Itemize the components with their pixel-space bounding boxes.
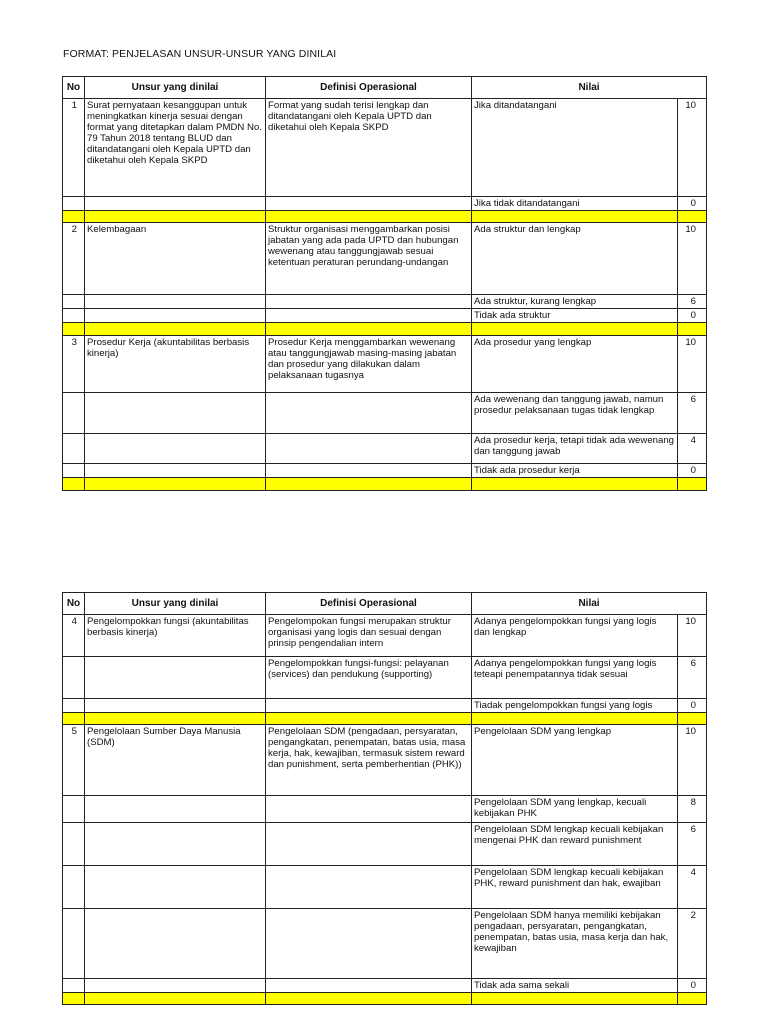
cell-kriteria: Tidak ada prosedur kerja: [472, 464, 678, 478]
cell-skor: 6: [678, 823, 707, 866]
table-row: [63, 434, 707, 464]
cell-kriteria: Pengelolaan SDM lengkap kecuali kebijakan mengenai PHK dan reward punishment: [472, 823, 678, 866]
table-row: [63, 823, 707, 866]
cell-unsur: Pengelompokkan fungsi (akuntabilitas berbasis kinerja): [85, 615, 266, 657]
cell-no: [63, 823, 85, 866]
cell-definisi: [266, 866, 472, 909]
cell-kriteria: Adanya pengelompokkan fungsi yang logis teteapi penempatannya tidak sesuai: [472, 657, 678, 699]
cell-kriteria: Pengelolaan SDM yang lengkap, kecuali kebijakan PHK: [472, 796, 678, 823]
cell-skor: 6: [678, 393, 707, 434]
cell-unsur: Prosedur Kerja (akuntabilitas berbasis kinerja): [85, 336, 266, 393]
separator-row: [63, 993, 707, 1005]
cell-kriteria: Pengelolaan SDM hanya memiliki kebijakan pengadaan, persyaratan, pengangkatan, penempatan, batas usia, masa kerja dan hak, kewajiban: [472, 909, 678, 979]
cell-skor: 4: [678, 866, 707, 909]
cell-skor: 10: [678, 336, 707, 393]
cell-kriteria: Ada wewenang dan tanggung jawab, namun prosedur pelaksanaan tugas tidak lengkap: [472, 393, 678, 434]
cell-skor: 10: [678, 99, 707, 197]
cell-kriteria: Tiadak pengelompokkan fungsi yang logis: [472, 699, 678, 713]
cell-skor: 10: [678, 615, 707, 657]
header-definisi: Definisi Operasional: [266, 77, 472, 99]
cell-no: 3: [63, 336, 85, 393]
cell-unsur: [85, 866, 266, 909]
separator-row: [63, 323, 707, 336]
document-title: FORMAT: PENJELASAN UNSUR-UNSUR YANG DINILAI: [63, 48, 337, 60]
cell-unsur: [85, 979, 266, 993]
cell-no: 5: [63, 725, 85, 796]
cell-no: [63, 979, 85, 993]
cell-definisi: [266, 464, 472, 478]
cell-kriteria: Tidak ada struktur: [472, 309, 678, 323]
cell-definisi: Pengelompokan fungsi merupakan struktur organisasi yang logis dan sesuai dengan prinsip pengendalian intern: [266, 615, 472, 657]
cell-no: 4: [63, 615, 85, 657]
header-no: No: [63, 593, 85, 615]
cell-unsur: [85, 393, 266, 434]
cell-skor: 0: [678, 197, 707, 211]
cell-skor: 10: [678, 725, 707, 796]
header-no: No: [63, 77, 85, 99]
cell-no: [63, 393, 85, 434]
cell-definisi: [266, 979, 472, 993]
table-row: [63, 99, 707, 197]
cell-definisi: Pengelolaan SDM (pengadaan, persyaratan, pengangkatan, penempatan, batas usia, masa kerja, hak, kewajiban, termasuk sistem reward dan punishment, serta pemberhentian (PHK)): [266, 725, 472, 796]
table-row: [63, 464, 707, 478]
cell-skor: 10: [678, 223, 707, 295]
table-row: [63, 909, 707, 979]
cell-kriteria: Ada prosedur yang lengkap: [472, 336, 678, 393]
cell-skor: 6: [678, 657, 707, 699]
cell-no: [63, 866, 85, 909]
cell-no: 1: [63, 99, 85, 197]
cell-kriteria: Ada struktur dan lengkap: [472, 223, 678, 295]
cell-no: 2: [63, 223, 85, 295]
table-row: [63, 223, 707, 295]
cell-unsur: [85, 657, 266, 699]
cell-skor: 6: [678, 295, 707, 309]
cell-unsur: [85, 309, 266, 323]
cell-definisi: Struktur organisasi menggambarkan posisi jabatan yang ada pada UPTD dan hubungan wewenang atau tanggungjawab sesuai ketentuan peraturan perundang-undangan: [266, 223, 472, 295]
cell-kriteria: Pengelolaan SDM yang lengkap: [472, 725, 678, 796]
cell-skor: 8: [678, 796, 707, 823]
cell-no: [63, 796, 85, 823]
cell-no: [63, 464, 85, 478]
cell-definisi: [266, 295, 472, 309]
cell-skor: 4: [678, 434, 707, 464]
table-row: [63, 796, 707, 823]
cell-unsur: [85, 197, 266, 211]
table-row: [63, 699, 707, 713]
cell-kriteria: Ada struktur, kurang lengkap: [472, 295, 678, 309]
header-unsur: Unsur yang dinilai: [85, 593, 266, 615]
cell-kriteria: Jika ditandatangani: [472, 99, 678, 197]
table-row: [63, 336, 707, 393]
cell-definisi: Pengelompokkan fungsi-fungsi: pelayanan (services) dan pendukung (supporting): [266, 657, 472, 699]
table-row: [63, 197, 707, 211]
table-header-row: [63, 593, 707, 615]
separator-row: [63, 478, 707, 491]
header-nilai: Nilai: [472, 593, 707, 615]
cell-no: [63, 309, 85, 323]
cell-unsur: Surat pernyataan kesanggupan untuk meningkatkan kinerja sesuai dengan format yang ditetapkan dalam PMDN No. 79 Tahun 2018 tentang BLUD dan ditandatangani oleh Kepala UPTD dan diketahui oleh Kepala SKPD: [85, 99, 266, 197]
header-unsur: Unsur yang dinilai: [85, 77, 266, 99]
table-row: [63, 866, 707, 909]
separator-row: [63, 211, 707, 223]
cell-skor: 2: [678, 909, 707, 979]
cell-kriteria: Pengelolaan SDM lengkap kecuali kebijakan PHK, reward punishment dan hak, ewajiban: [472, 866, 678, 909]
cell-no: [63, 295, 85, 309]
cell-definisi: Prosedur Kerja menggambarkan wewenang atau tanggungjawab masing-masing jabatan dan prosedur yang dilakukan dalam pelaksanaan tugasnya: [266, 336, 472, 393]
cell-unsur: Kelembagaan: [85, 223, 266, 295]
table-header-row: [63, 77, 707, 99]
cell-kriteria: Adanya pengelompokkan fungsi yang logis dan lengkap: [472, 615, 678, 657]
cell-kriteria: Ada prosedur kerja, tetapi tidak ada wewenang dan tanggung jawab: [472, 434, 678, 464]
cell-skor: 0: [678, 464, 707, 478]
cell-skor: 0: [678, 699, 707, 713]
cell-unsur: [85, 699, 266, 713]
cell-no: [63, 197, 85, 211]
table-row: [63, 615, 707, 657]
cell-definisi: [266, 796, 472, 823]
assessment-table-2: [62, 592, 707, 1005]
table-row: [63, 295, 707, 309]
table-row: [63, 725, 707, 796]
cell-definisi: [266, 434, 472, 464]
cell-unsur: [85, 823, 266, 866]
cell-no: [63, 434, 85, 464]
header-definisi: Definisi Operasional: [266, 593, 472, 615]
cell-definisi: Format yang sudah terisi lengkap dan ditandatangani oleh Kepala UPTD dan diketahui oleh Kepala SKPD: [266, 99, 472, 197]
cell-unsur: [85, 909, 266, 979]
cell-unsur: [85, 295, 266, 309]
cell-definisi: [266, 393, 472, 434]
cell-definisi: [266, 823, 472, 866]
cell-definisi: [266, 909, 472, 979]
table-row: [63, 309, 707, 323]
table-row: [63, 393, 707, 434]
cell-unsur: [85, 796, 266, 823]
cell-no: [63, 699, 85, 713]
cell-no: [63, 909, 85, 979]
cell-kriteria: Jika tidak ditandatangani: [472, 197, 678, 211]
cell-unsur: [85, 434, 266, 464]
cell-no: [63, 657, 85, 699]
cell-definisi: [266, 197, 472, 211]
cell-skor: 0: [678, 979, 707, 993]
table-row: [63, 979, 707, 993]
cell-unsur: [85, 464, 266, 478]
cell-definisi: [266, 699, 472, 713]
cell-unsur: Pengelolaan Sumber Daya Manusia (SDM): [85, 725, 266, 796]
separator-row: [63, 713, 707, 725]
header-nilai: Nilai: [472, 77, 707, 99]
cell-kriteria: Tidak ada sama sekali: [472, 979, 678, 993]
cell-definisi: [266, 309, 472, 323]
table-row: [63, 657, 707, 699]
assessment-table-1: [62, 76, 707, 491]
cell-skor: 0: [678, 309, 707, 323]
